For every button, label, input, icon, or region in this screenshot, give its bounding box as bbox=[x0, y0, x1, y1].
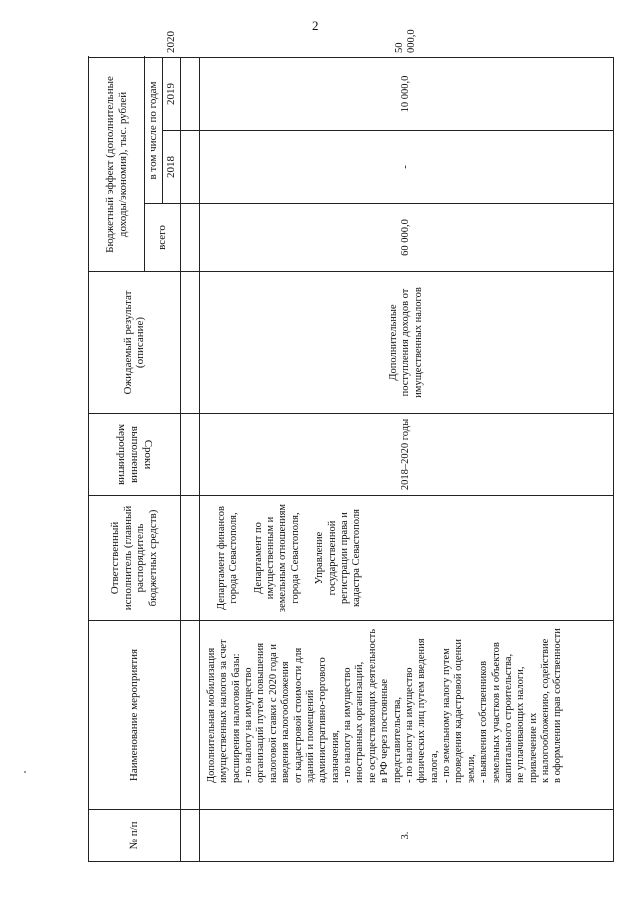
measure-name-line: налога, bbox=[428, 750, 440, 783]
measure-name-line: к налогообложению, содействие bbox=[540, 638, 552, 783]
measure-name-line: не осуществляющих деятельность bbox=[366, 628, 378, 783]
measure-name-line: - по земельному налогу путем bbox=[441, 648, 453, 783]
header-year-2019: 2019 bbox=[162, 58, 180, 131]
measure-name-line: в РФ через постоянные bbox=[379, 679, 391, 783]
header-num: № п/п bbox=[89, 810, 181, 862]
measure-name-line: введения налогообложения bbox=[280, 661, 292, 783]
header-dates bbox=[89, 414, 181, 496]
expected-result: Дополнительные поступления доходов от имущественных налогов bbox=[199, 272, 613, 414]
responsible-executors bbox=[199, 496, 613, 621]
measure-name-line: административно-торгового bbox=[317, 657, 329, 783]
spacer-cell bbox=[180, 58, 199, 131]
budget-total: 60 000,0 bbox=[199, 204, 613, 272]
header-total: всего bbox=[145, 204, 181, 272]
budget-2019: 10 000,0 bbox=[199, 58, 613, 131]
measure-name-line: капитального строительства, bbox=[502, 653, 514, 783]
spacer-cell bbox=[180, 272, 199, 414]
header-row-3: 2018 2019 2020 bbox=[162, 58, 180, 862]
measure-name-line: Дополнительная мобилизация bbox=[205, 647, 217, 783]
measure-name-line: в оформлении прав собственности bbox=[552, 628, 564, 783]
measure-name-line: - по налогу на имущество bbox=[342, 667, 354, 783]
measure-name-line: иностранных организаций, bbox=[354, 661, 366, 783]
measure-name-line: не уплачивающих налоги, bbox=[515, 666, 527, 783]
measure-name-line: налоговой ставки с 2020 года и bbox=[267, 643, 279, 783]
table-row: 3. Дополнительная мобилизация имущественных налогов за счет расширения налоговой базы: - по налогу на имущество организаций путем повышения налоговой ставки с 2020 года и введения налогообложения от кадастровой стоимости для зданий и помещений административно-торгового назначения, - по налогу на имущество иностранных организаций, не осуществляющих деятельность в РФ через постоянные представительства, - по налогу на имущество физических лиц путем введения налога, - по земельному налогу путем проведения кадастровой оценки земли, - выявления собственников земельных участков и объектов капитального строительства, не уплачивающих налоги, привлечение их к налогообложению, содействие в оформлении прав собственности Департамент финансов города Севастополя, Департамент по имущественным и земельным отношениям города Севастополя, Управление государственной регистрации права и кадастра Севастополя 2018–2020 годы Дополнительные поступления доходов от имущественных налогов 60 000,0 - 10 000,0 50 000,0 bbox=[199, 58, 613, 862]
measure-name-line: имущественных налогов за счет bbox=[218, 639, 230, 783]
measure-name-line: проведения кадастровой оценки bbox=[453, 639, 465, 783]
rotated-table-wrapper bbox=[88, 29, 614, 862]
header-by-years: в том числе по годам bbox=[145, 58, 163, 204]
measure-name-line: физических лиц путем введения bbox=[416, 638, 428, 783]
header-budget-effect: Бюджетный эффект (дополнительные доходы/экономия), тыс. рублей bbox=[89, 58, 145, 272]
responsible-executor: Управление государственной регистрации права и кадастра Севастополя bbox=[314, 509, 363, 607]
header-dates-text: Сроки выполнения мероприятия bbox=[115, 424, 154, 485]
spacer-cell bbox=[180, 414, 199, 496]
measure-name-line: представительства, bbox=[391, 697, 403, 783]
header-result: Ожидаемый результат (описание) bbox=[89, 272, 181, 414]
spacer-cell bbox=[180, 131, 199, 204]
measure-name-line: - выявления собственников bbox=[478, 660, 490, 783]
row-number: 3. bbox=[199, 810, 613, 862]
responsible-executor: Департамент по имущественным и земельным отношениям города Севастополя, bbox=[252, 503, 301, 613]
scan-dot bbox=[24, 771, 26, 773]
measure-name-line: - по налогу на имущество bbox=[403, 667, 415, 783]
page-number: 2 bbox=[312, 18, 319, 33]
measure-name-line: назначения, bbox=[329, 730, 341, 783]
responsible-executor: Департамент финансов города Севастополя, bbox=[215, 505, 240, 611]
spacer-row bbox=[180, 58, 199, 862]
spacer-cell bbox=[180, 621, 199, 810]
spacer-cell bbox=[180, 496, 199, 621]
header-row-1 bbox=[89, 58, 145, 862]
measure-name-line: от кадастровой стоимости для bbox=[292, 647, 304, 783]
budget-2018: - bbox=[199, 131, 613, 204]
header-name: Наименование мероприятия bbox=[89, 621, 181, 810]
measures-table bbox=[88, 29, 614, 862]
spacer-cell bbox=[180, 204, 199, 272]
measure-name-line: земли, bbox=[465, 754, 477, 783]
spacer-cell bbox=[180, 810, 199, 862]
measure-name-line: организаций путем повышения bbox=[255, 642, 267, 783]
measure-name-line: земельных участков и объектов bbox=[490, 642, 502, 783]
measure-name-line: зданий и помещений bbox=[304, 689, 316, 783]
measure-name-line: привлечение их bbox=[527, 712, 539, 783]
measure-name bbox=[199, 621, 613, 810]
measure-name-line: - по налогу на имущество bbox=[243, 667, 255, 783]
execution-dates: 2018–2020 годы bbox=[199, 414, 613, 496]
header-year-2018: 2018 bbox=[162, 131, 180, 204]
header-responsible: Ответственный исполнитель (главный распорядитель бюджетных средств) bbox=[89, 496, 181, 621]
measure-name-line: расширения налоговой базы: bbox=[230, 653, 242, 783]
